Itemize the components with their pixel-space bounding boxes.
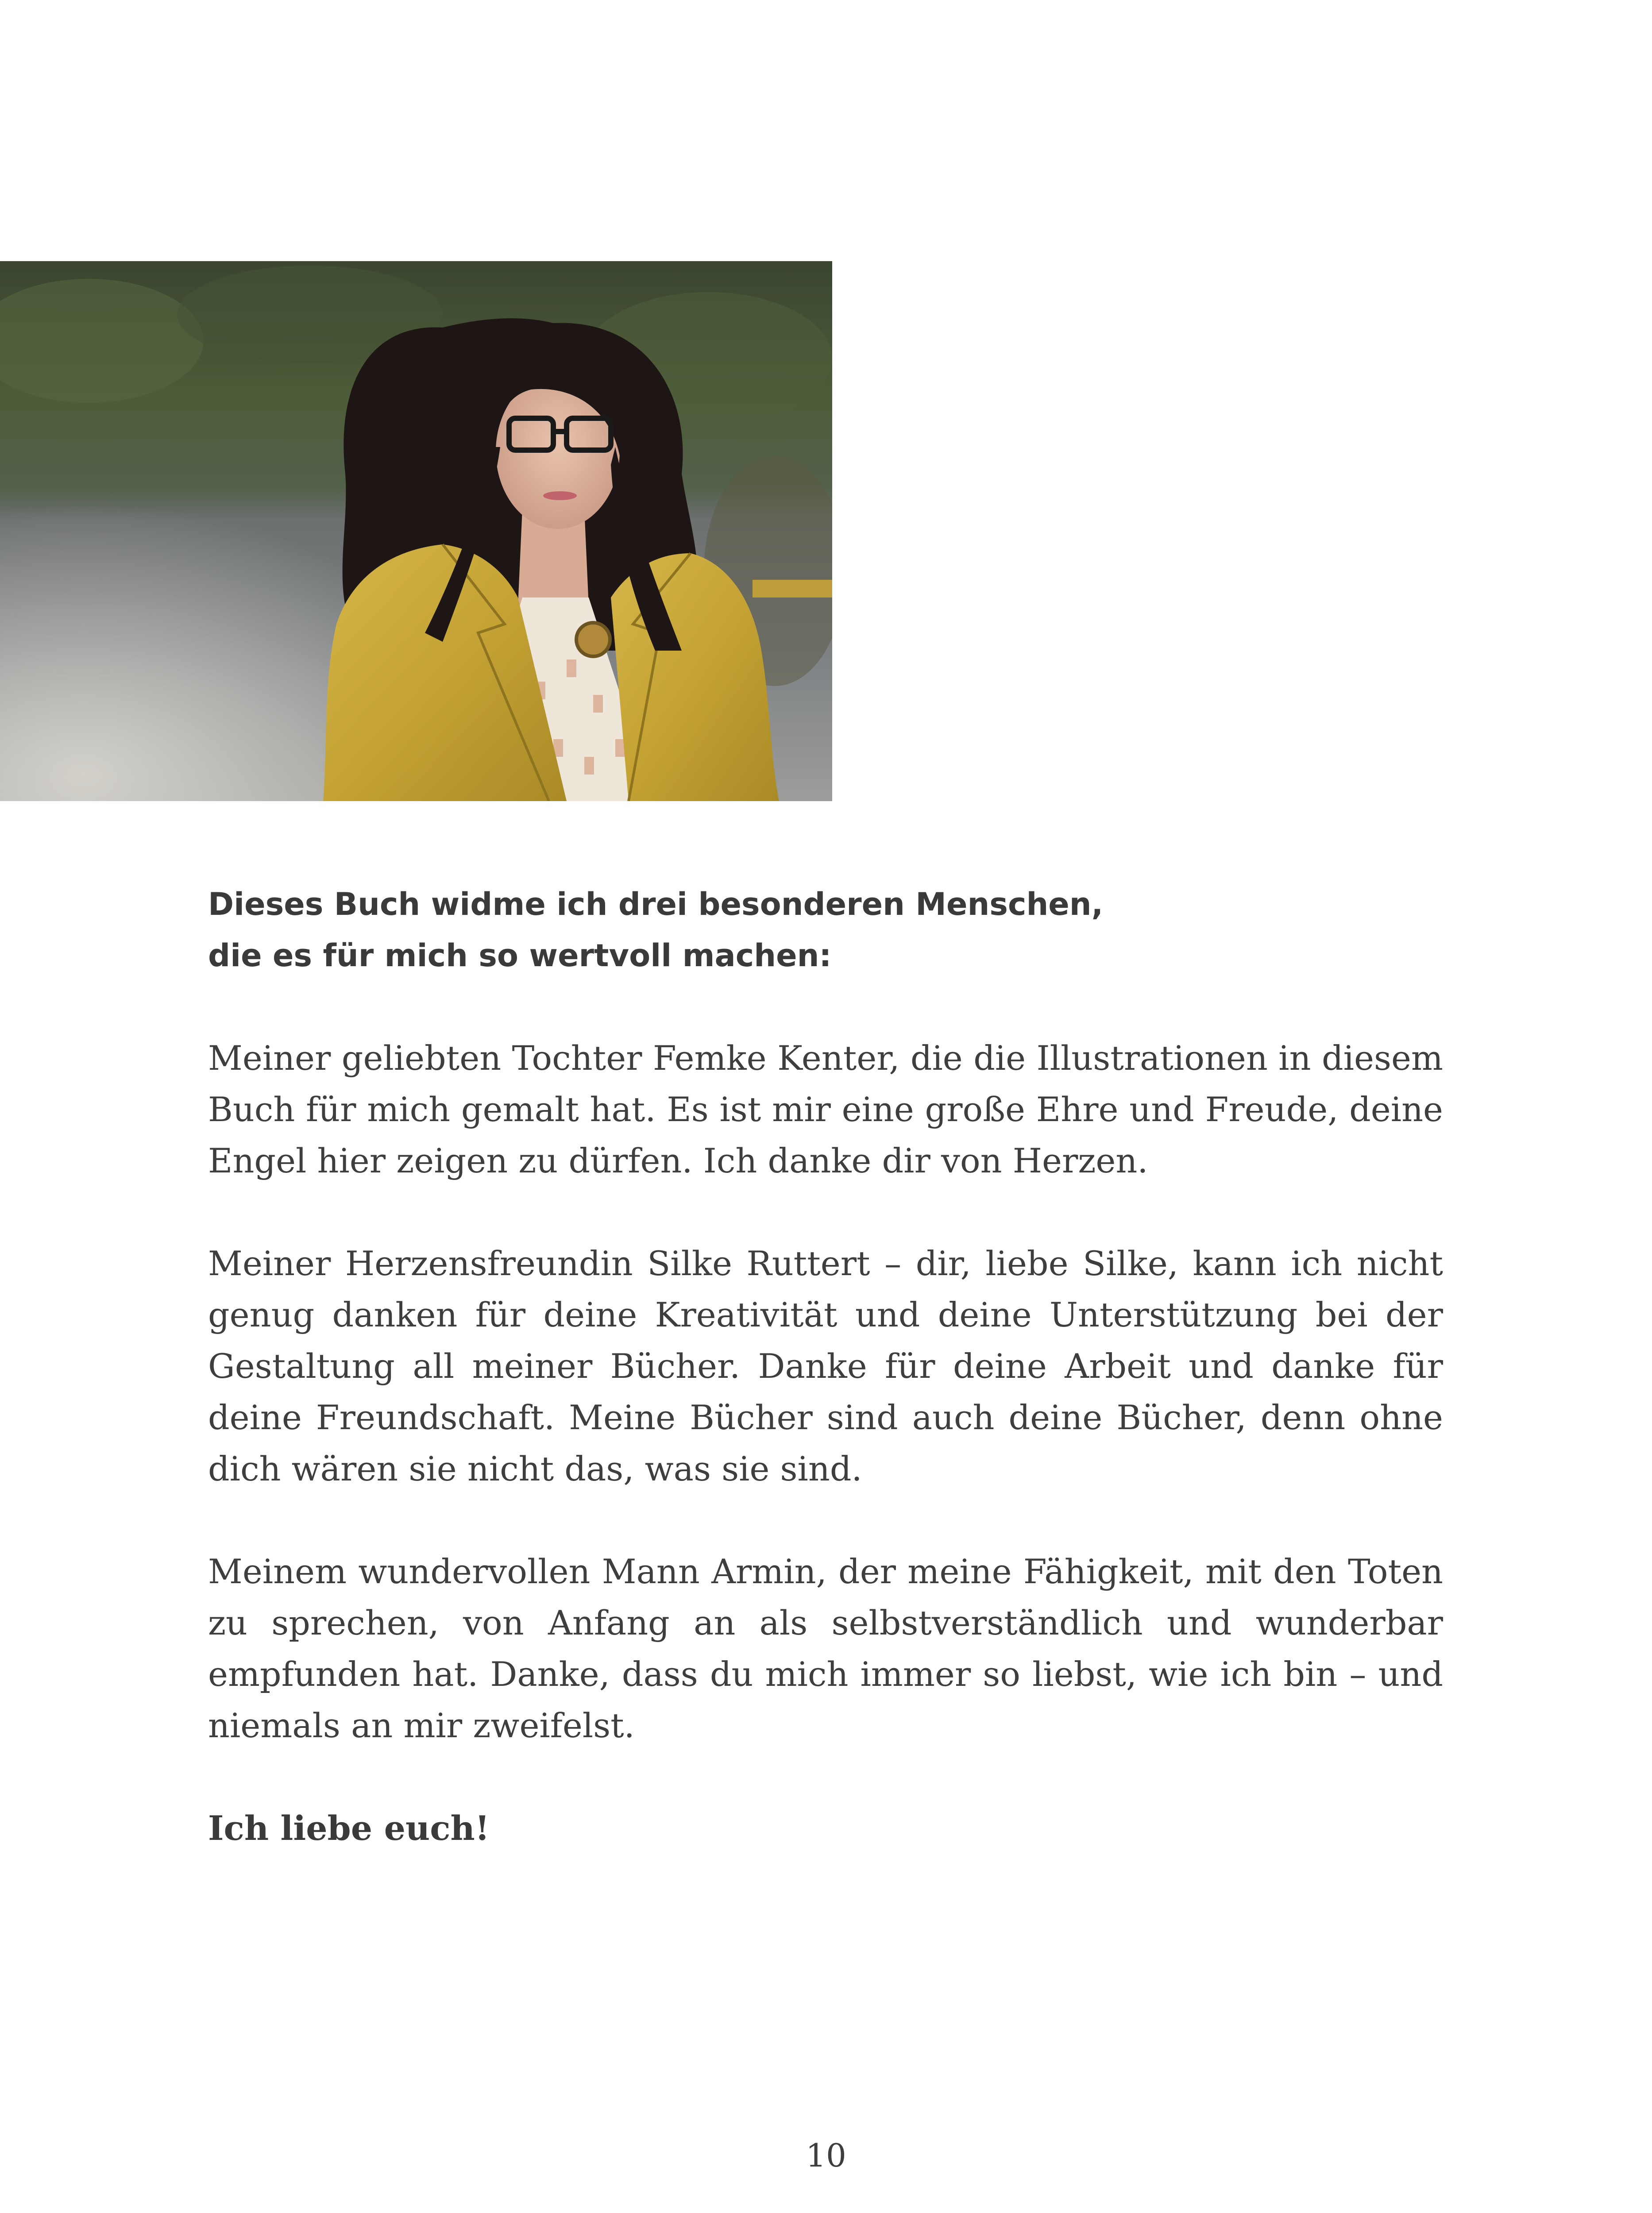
page-number: 10 xyxy=(806,2137,846,2174)
dedication-paragraph-daughter: Meiner geliebten Tochter Femke Kenter, die die Illustrationen in diesem Buch für mich gemalt hat. Es ist mir eine große Ehre und Freude, deine Engel hier zeigen zu dürfen. Ich danke dir von Herzen. xyxy=(208,1038,1443,1180)
dedication-paragraph-friend: Meiner Herzensfreundin Silke Ruttert – dir, liebe Silke, kann ich nicht genug danken für deine Kreativität und deine Unterstützung bei der Gestaltung all meiner Bücher. Danke für deine Arbeit und danke für deine Freundschaft. Meine Bücher sind auch deine Bücher, denn ohne dich wären sie nicht das, was sie sind. xyxy=(208,1244,1443,1488)
closing-line: Ich liebe euch! xyxy=(208,1808,490,1848)
heading-line-1: Dieses Buch widme ich drei besonderen Menschen, xyxy=(208,886,1104,922)
author-portrait-illustration xyxy=(0,261,832,801)
dedication-text xyxy=(208,879,1443,1854)
heading-line-2: die es für mich so wertvoll machen: xyxy=(208,937,832,974)
author-photo xyxy=(0,261,832,801)
dedication-paragraph-husband: Meinem wundervollen Mann Armin, der meine Fähigkeit, mit den Toten zu sprechen, von Anfang an als selbstverständlich und wunderbar empfunden hat. Danke, dass du mich immer so liebst, wie ich bin – und niemals an mir zweifelst. xyxy=(208,1552,1443,1745)
dedication-heading xyxy=(208,879,1443,981)
